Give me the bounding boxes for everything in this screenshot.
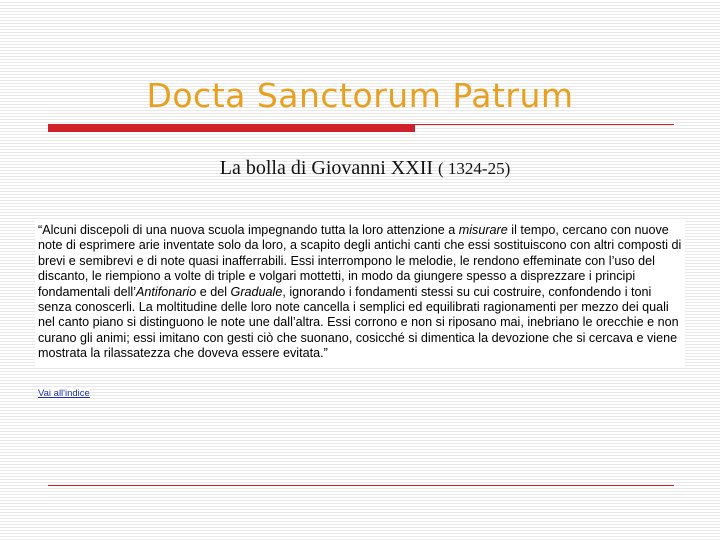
quote-part-4: , ignorando i fondamenti stessi su cui costruire, confondendo i toni senza conoscerli. La moltitudine delle loro note cancella i semplici ed equilibrati ragionamenti per mezzo dei quali nel canto piano si distinguono le note une dall’altra. Essi corrono e non si riposano mai, inebriano le orecchie e non curano gli animi; essi imitano con gesti ciò che suonano, cosicché si dimentica la devozione che si cercava e viene mostrata la rilassatezza che doveva essere evitata.” [38,284,679,361]
slide-title: Docta Sanctorum Patrum [146,76,574,115]
quote-emphasis-antifonario: Antifonario [136,284,197,299]
index-link[interactable]: Vai all'indice [38,388,90,399]
quote-text [35,220,685,362]
quote-box [35,220,685,368]
quote-emphasis-graduale: Graduale [230,284,283,299]
title-accent-bar [48,124,415,132]
quote-emphasis-misurare: misurare [458,223,508,237]
footer-rule [48,485,674,486]
subtitle-text: La bolla di Giovanni XXII [219,157,434,179]
quote-part-2: il tempo, cercano con nuove note di esprimere arie inventate solo da loro, a scapito degli antichi canti che essi sostituiscono con altri composti di brevi e semibrevi e di note quasi inafferrabili. Essi interrompono le melodie, le rendono effeminate con l’uso del discanto, le riempiono a volte di triple e volgari mottetti, in modo da giungere spesso a disprezzare i principi fondamentali dell’ [38,223,682,299]
quote-part-1: “Alcuni discepoli di una nuova scuola impegnando tutta la loro attenzione a [38,223,459,237]
slide-subtitle [0,157,720,180]
quote-part-3: e del [196,284,231,299]
subtitle-year: ( 1324-25) [438,159,511,178]
